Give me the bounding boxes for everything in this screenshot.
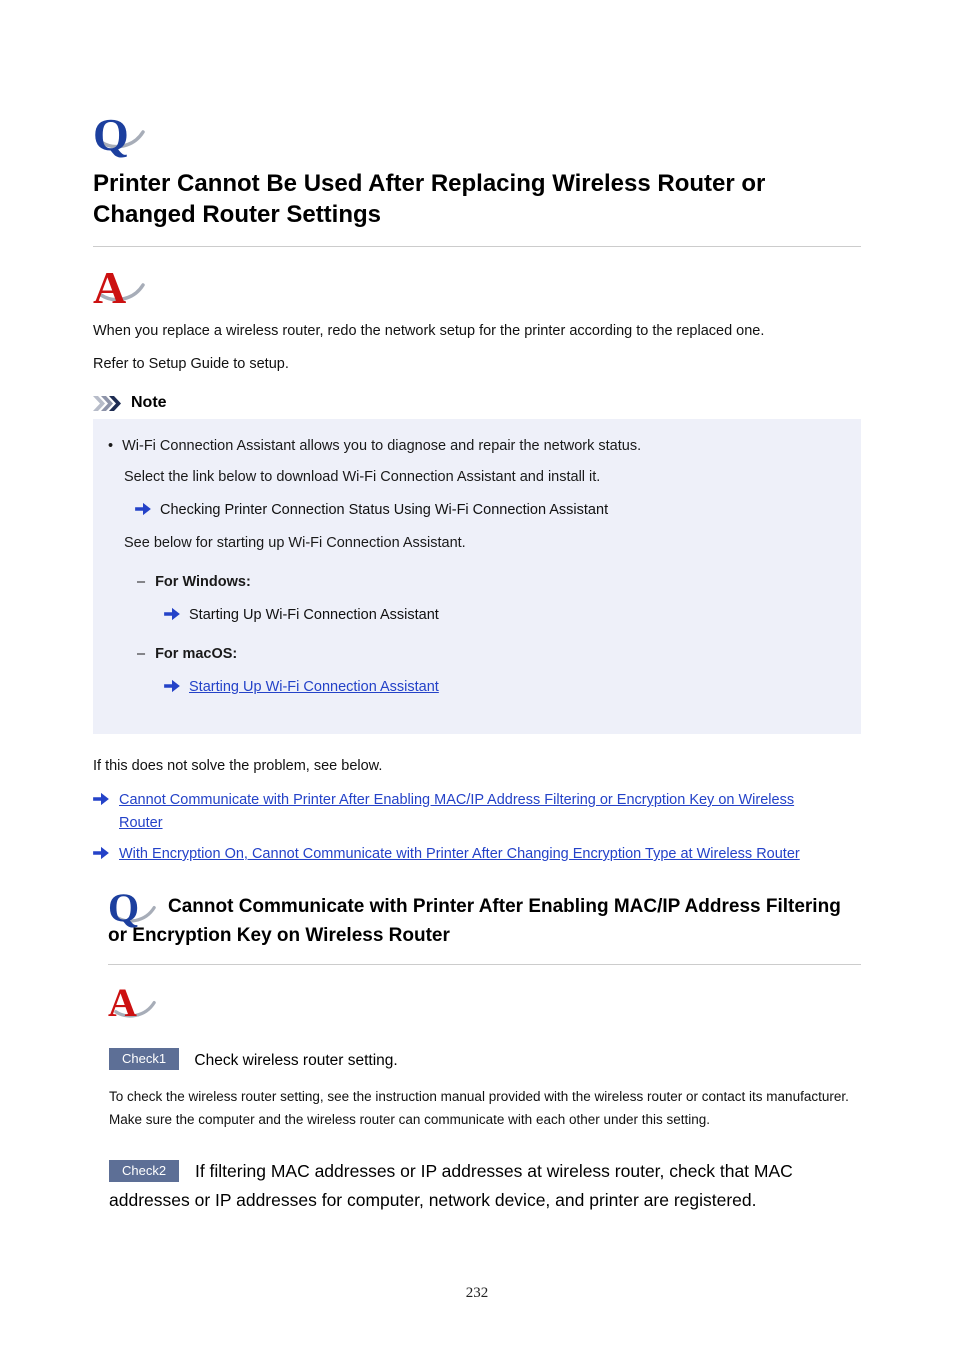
- link-startup-windows[interactable]: Starting Up Wi-Fi Connection Assistant: [189, 607, 439, 623]
- answer-icon: [93, 262, 149, 313]
- question-icon: [108, 885, 158, 930]
- arrow-icon: [164, 607, 180, 621]
- check2-text: If filtering MAC addresses or IP addresses at wireless router, check that MAC addresses or IP addresses for computer, network device, and printer are registered.: [109, 1161, 793, 1210]
- link-checking-connection-status[interactable]: Checking Printer Connection Status Using Wi-Fi Connection Assistant: [160, 502, 609, 518]
- macos-label: – For macOS:: [137, 644, 839, 664]
- check1-section: [109, 1049, 861, 1215]
- note-link-row: [164, 605, 839, 625]
- sub-question-title: Cannot Communicate with Printer After Enabling MAC/IP Address Filtering or Encryption Key on Wireless Router: [108, 896, 841, 946]
- note-bullet-text: • Wi-Fi Connection Assistant allows you to diagnose and repair the network status.: [122, 438, 642, 454]
- check1-row: [109, 1049, 861, 1073]
- note-text: See below for starting up Wi-Fi Connection Assistant.: [124, 535, 466, 551]
- reference-link-row: [93, 843, 861, 866]
- note-text: Select the link below to download Wi-Fi Connection Assistant and install it.: [124, 469, 601, 485]
- page-number: 232: [465, 1285, 489, 1301]
- divider: [93, 246, 861, 247]
- check1-badge: Check1: [109, 1048, 179, 1070]
- divider: [108, 964, 861, 965]
- answer-paragraph: When you replace a wireless router, redo the network setup for the printer according to the replaced one.: [93, 323, 765, 339]
- note-link-row: [164, 677, 839, 697]
- page-title: Printer Cannot Be Used After Replacing Wireless Router or Changed Router Settings: [93, 170, 766, 228]
- link-encryption-type[interactable]: With Encryption On, Cannot Communicate with Printer After Changing Encryption Type at Wireless Router: [119, 846, 800, 862]
- sub-question-block: [108, 885, 861, 950]
- note-header: [93, 394, 861, 412]
- note-chevrons-icon: [93, 396, 123, 411]
- check2-row: [109, 1157, 861, 1215]
- link-startup-macos[interactable]: Starting Up Wi-Fi Connection Assistant: [189, 679, 439, 695]
- arrow-icon: [93, 846, 109, 860]
- note-link-row: [135, 500, 839, 520]
- reference-link-row: [93, 789, 861, 835]
- answer-icon: [108, 980, 158, 1025]
- windows-label: – For Windows:: [137, 572, 839, 592]
- question-letter: Q: [108, 885, 140, 930]
- note-bullet-item: [108, 436, 839, 456]
- answer-paragraph: Refer to Setup Guide to setup.: [93, 356, 289, 372]
- note-sublist-windows: [137, 572, 839, 625]
- note-label: Note: [131, 394, 167, 411]
- arrow-icon: [135, 502, 151, 516]
- arrow-icon: [93, 792, 109, 806]
- references-intro: If this does not solve the problem, see below.: [93, 758, 383, 774]
- note-sublist-macos: [137, 644, 839, 697]
- check1-body: To check the wireless router setting, see the instruction manual provided with the wireless router or contact its manufacturer. Make sure the computer and the wireless router can communicate with each other under this setting.: [109, 1089, 849, 1127]
- answer-letter: A: [93, 262, 127, 313]
- question-icon: [93, 109, 149, 160]
- answer-letter: A: [108, 980, 137, 1025]
- check2-badge: Check2: [109, 1160, 179, 1182]
- check1-title: Check wireless router setting.: [194, 1052, 398, 1069]
- arrow-icon: [164, 679, 180, 693]
- note-box: [93, 419, 861, 734]
- question-letter: Q: [93, 109, 129, 160]
- link-mac-ip-filtering[interactable]: Cannot Communicate with Printer After Enabling MAC/IP Address Filtering or Encryption Key on Wireless Router: [119, 792, 795, 831]
